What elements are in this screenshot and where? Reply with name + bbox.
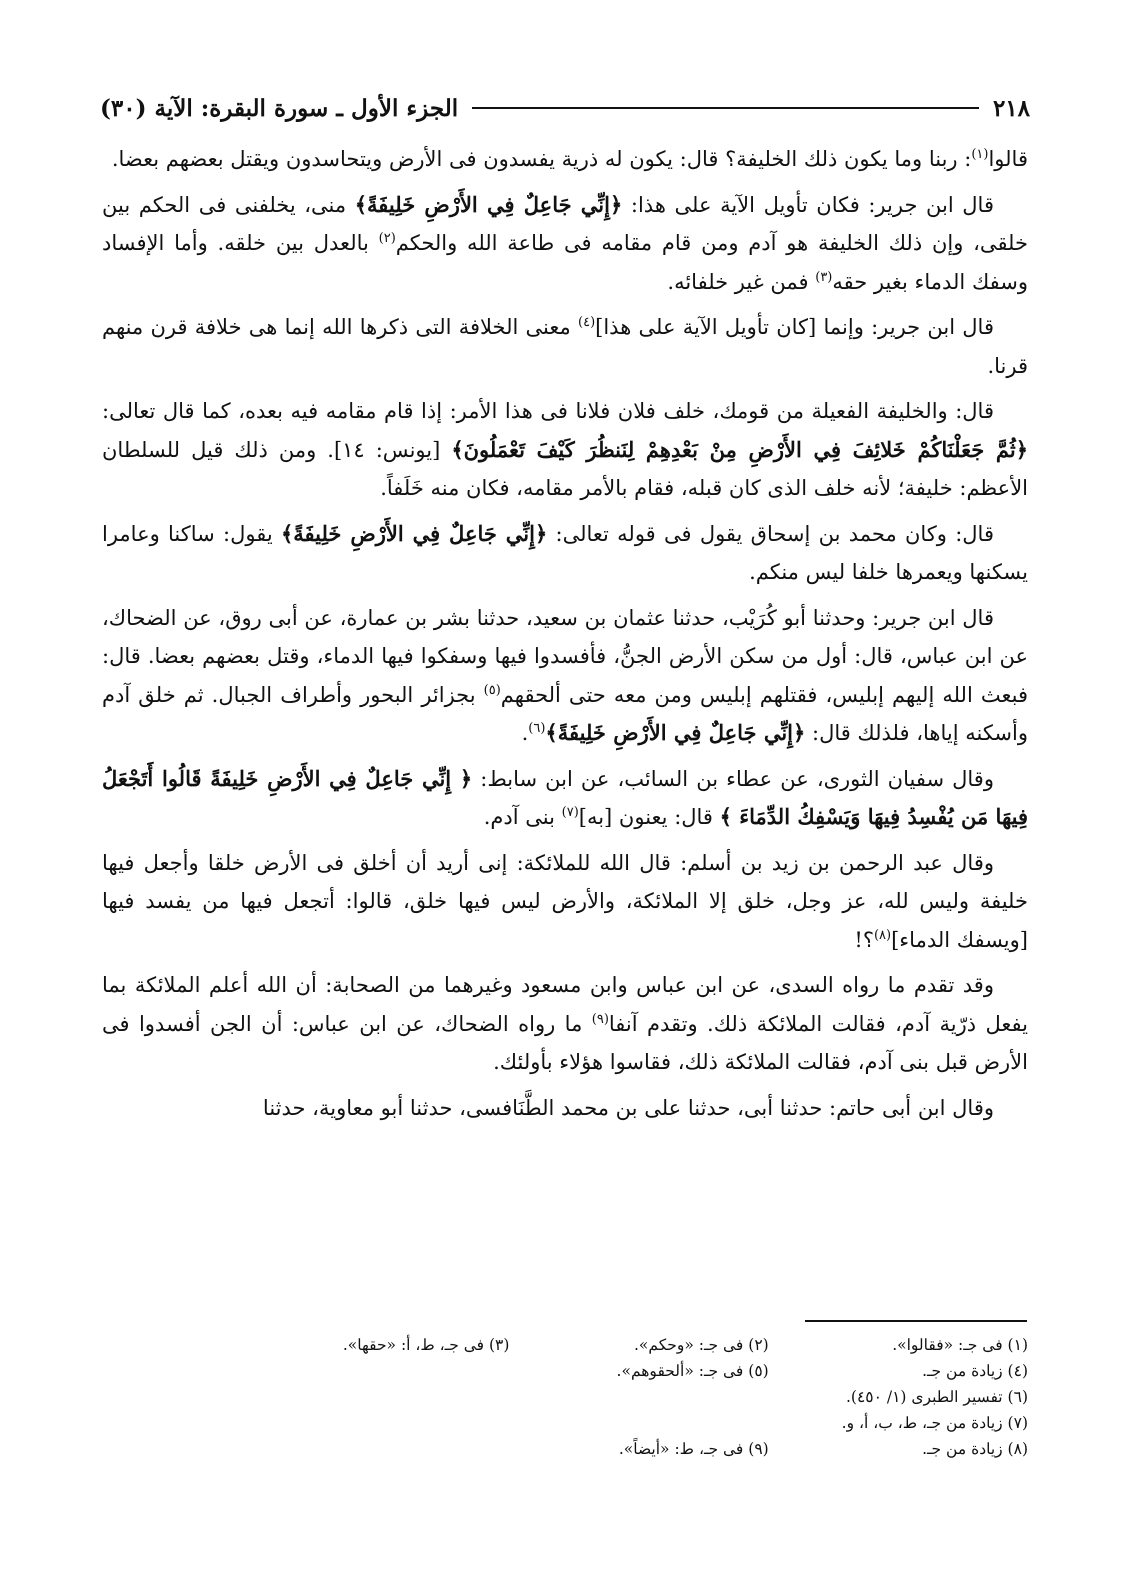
text-run: بجزائر البحور وأطراف الجبال. ثم خلق آدم وأسكنه إياها، فلذلك قال: xyxy=(102,682,1028,745)
text-run: . xyxy=(521,721,529,745)
running-title: الجزء الأول ـ سورة البقرة: الآية (٣٠) xyxy=(100,94,459,122)
page-header xyxy=(100,88,1030,128)
paragraph xyxy=(102,760,1028,837)
paragraph xyxy=(102,1089,1028,1128)
text-run: ما رواه الضحاك، عن ابن عباس: أن الجن أفسدوا فى الأرض قبل بنى آدم، فقالت الملائكة ذلك، فقاسوا هؤلاء بأولئك. xyxy=(102,1011,1028,1074)
footnote: (٥) فى جـ: «ألحقوهم». xyxy=(616,1362,769,1380)
text-run: وقال ابن أبى حاتم: حدثنا أبى، حدثنا على بن محمد الطَّنَافسى، حدثنا أبو معاوية، حدثنا xyxy=(262,1095,994,1120)
footnote-separator xyxy=(805,1320,1027,1322)
page-number: ٢١٨ xyxy=(992,94,1030,122)
footnote xyxy=(509,1410,768,1436)
footnote xyxy=(509,1384,768,1410)
paragraph xyxy=(102,966,1028,1082)
text-run: معنى الخلافة التى ذكرها الله إنما هى خلافة قرن منهم قرنا. xyxy=(102,315,1028,378)
footnote-ref: (١) xyxy=(971,147,989,162)
footnote: (٢) فى جـ: «وحكم». xyxy=(633,1336,769,1354)
footnote xyxy=(250,1410,509,1436)
footnote xyxy=(250,1384,509,1410)
footnote: (٣) فى جـ، ط، أ: «حقها». xyxy=(342,1336,510,1354)
quran-quote: ﴿ إِنِّي جَاعِلٌ فِي الأَرْضِ خَلِيفَةً قَالُوا أَتَجْعَلُ فِيهَا مَن يُفْسِدُ فِيهَا وَيَسْفِكُ الدِّمَاءَ ﴾ xyxy=(102,765,1028,829)
footnote-row xyxy=(250,1410,1028,1436)
quran-quote: ﴿إِنِّي جَاعِلٌ فِي الأَرْضِ خَلِيفَةً﴾ xyxy=(545,720,806,745)
text-run: قالوا xyxy=(988,147,1028,171)
text-run: وقال سفيان الثورى، عن عطاء بن السائب، عن ابن سابط: xyxy=(472,766,994,791)
text-run: فمن غير خلفائه. xyxy=(667,269,816,294)
text-run: يقول: ساكنا وعامرا يسكنها ويعمرها خلفا ليس منكم. xyxy=(102,521,1028,584)
footnote-ref: (٧) xyxy=(561,805,579,820)
header-rule xyxy=(472,107,979,109)
paragraph xyxy=(102,186,1028,302)
text-run: قال: يعنون [به] xyxy=(578,805,720,829)
footnote-row xyxy=(250,1332,1028,1358)
footnote: (٦) تفسير الطبرى (١/ ٤٥٠). xyxy=(845,1388,1028,1406)
footnote: (٧) زيادة من جـ، ط، ب، أ، و. xyxy=(841,1414,1028,1432)
footnote-ref: (٢) xyxy=(378,231,396,246)
text-run: قال ابن جرير: وحدثنا أبو كُرَيْب، حدثنا عثمان بن سعيد، حدثنا بشر بن عمارة، عن أبى روق، عن الضحاك، عن ابن عباس، قال: أول من سكن الأرض الجنُّ، فأفسدوا فيها وسفكوا فيها الدماء، وقتل بعضهم بعضا. قال: فبعث الله إليهم إبليس، فقتلهم إبليس ومن معه حتى ألحقهم xyxy=(102,605,1028,707)
footnote xyxy=(250,1358,509,1384)
body-text xyxy=(102,140,1028,1134)
text-run: قال: وكان محمد بن إسحاق يقول فى قوله تعالى: xyxy=(547,521,994,546)
footnote xyxy=(250,1436,509,1462)
paragraph xyxy=(102,392,1028,508)
paragraph xyxy=(102,515,1028,592)
footnote: (١) فى جـ: «فقالوا». xyxy=(892,1336,1028,1354)
text-run: قال: والخليفة الفعيلة من قومك، خلف فلان فلانا فى هذا الأمر: إذا قام مقامه فيه بعده، كما قال تعالى: xyxy=(102,399,994,423)
footnote-row xyxy=(250,1358,1028,1384)
paragraph xyxy=(102,140,1028,179)
footnote-ref: (٦) xyxy=(528,721,546,736)
text-run: منى، يخلفنى فى الحكم بين خلقى، وإن ذلك الخليفة هو آدم ومن قام مقامه فى طاعة الله والحكم xyxy=(102,192,1028,255)
footnote-ref: (٩) xyxy=(591,1011,609,1027)
text-run: قال ابن جرير: وإنما [كان تأويل الآية على هذا] xyxy=(595,315,994,339)
text-run: بنى آدم. xyxy=(483,805,562,829)
footnote-row xyxy=(250,1384,1028,1410)
quran-quote: ﴿إِنِّي جَاعِلٌ فِي الأَرْضِ خَلِيفَةً﴾ xyxy=(354,191,623,217)
paragraph xyxy=(102,308,1028,385)
text-run: قال ابن جرير: فكان تأويل الآية على هذا: xyxy=(622,192,994,217)
footnote: (٨) زيادة من جـ. xyxy=(922,1440,1028,1458)
footnote-ref: (٣) xyxy=(815,269,833,285)
quran-quote: ﴿ثُمَّ جَعَلْنَاكُمْ خَلائِفَ فِي الأَرْضِ مِنْ بَعْدِهِمْ لِنَنظُرَ كَيْفَ تَعْمَلُونَ﴾ xyxy=(451,436,1028,462)
quran-quote: ﴿إِنِّي جَاعِلٌ فِي الأَرْضِ خَلِيفَةً﴾ xyxy=(280,520,548,546)
footnote: (٤) زيادة من جـ. xyxy=(922,1362,1028,1380)
paragraph xyxy=(102,599,1028,753)
text-run: بالعدل بين خلقه. وأما الإفساد وسفك الدماء بغير حقه xyxy=(102,231,1028,294)
footnote-ref: (٨) xyxy=(873,927,892,943)
text-run: وقد تقدم ما رواه السدى، عن ابن عباس وابن مسعود وغيرهما من الصحابة: أن الله أعلم الملائكة بما يفعل ذرّية آدم، فقالت الملائكة ذلك. وتقدم آنفا xyxy=(102,973,1029,1036)
footnotes xyxy=(250,1332,1028,1462)
footnote-row xyxy=(250,1436,1028,1462)
footnote: (٩) فى جـ، ط: «أيضاً». xyxy=(618,1440,769,1458)
text-run: وقال عبد الرحمن بن زيد بن أسلم: قال الله للملائكة: إنى أريد أن أخلق فى الأرض خلقا وأجعل فيها خليفة وليس لله، عز وجل، خلق إلا الملائكة، والأرض ليس فيها خلق، قالوا: أتجعل فيها من يفسد فيها [ويسفك الدماء] xyxy=(102,850,1028,952)
footnote-ref: (٥) xyxy=(483,682,501,698)
text-run: ؟! xyxy=(854,927,874,952)
paragraph xyxy=(102,844,1028,960)
text-run: [يونس: ١٤]. ومن ذلك قيل للسلطان الأعظم: خليفة؛ لأنه خلف الذى كان قبله، فقام بالأمر مقامه، فكان منه خَلَفاً. xyxy=(102,437,1028,500)
text-run: : ربنا وما يكون ذلك الخليفة؟ قال: يكون له ذرية يفسدون فى الأرض ويتحاسدون ويقتل بعضهم بعضا. xyxy=(111,147,972,171)
footnote-ref: (٤) xyxy=(578,315,596,330)
